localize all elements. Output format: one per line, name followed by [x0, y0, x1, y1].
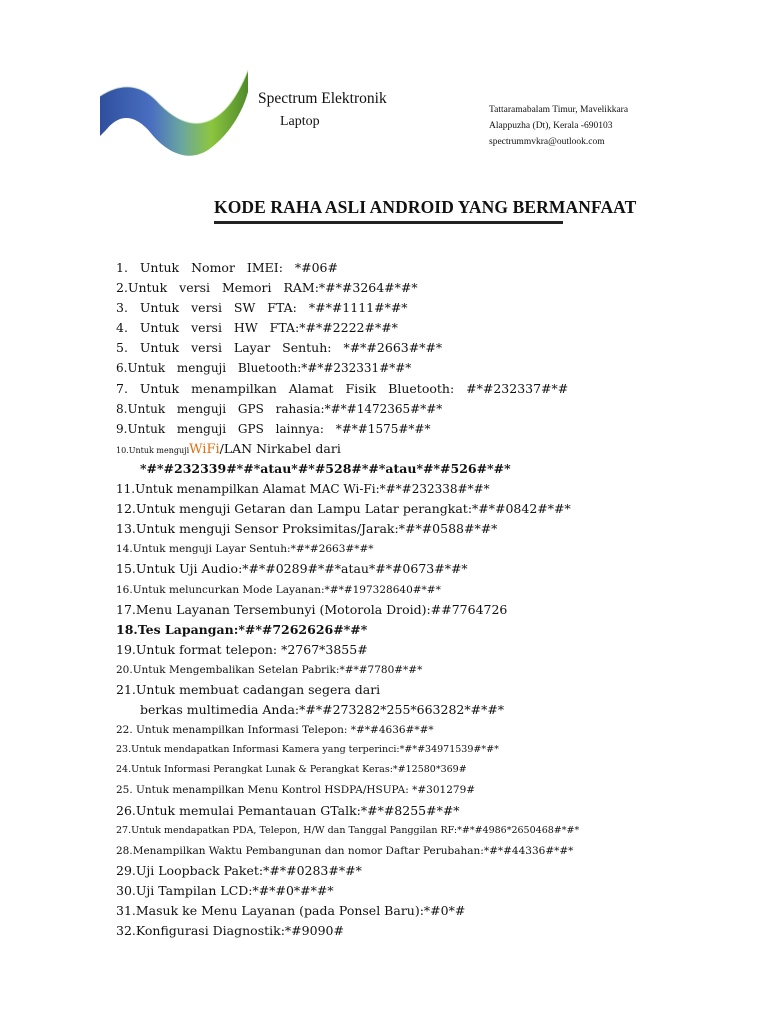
- list-item: 26.Untuk memulai Pemantauan GTalk:*#*#8255#*#*: [116, 802, 460, 818]
- list-item: 4. Untuk versi HW FTA:*#*#2222#*#*: [116, 320, 398, 336]
- address-line: Alappuzha (Dt), Kerala -690103: [489, 121, 613, 131]
- list-item: 3. Untuk versi SW FTA: *#*#1111#*#*: [116, 300, 408, 316]
- list-item: 14.Untuk menguji Layar Sentuh:*#*#2663#*#*: [116, 543, 374, 556]
- list-item: 8.Untuk menguji GPS rahasia:*#*#1472365#*#*: [116, 401, 443, 416]
- list-item: 20.Untuk Mengembalikan Setelan Pabrik:*#*#7780#*#*: [116, 663, 423, 676]
- list-item: 24.Untuk Informasi Perangkat Lunak & Perangkat Keras:*#12580*369#: [116, 764, 467, 776]
- list-item: 16.Untuk meluncurkan Mode Layanan:*#*#197328640#*#*: [116, 583, 441, 596]
- list-item: 27.Untuk mendapatkan PDA, Telepon, H/W dan Tanggal Panggilan RF:*#*#4986*2650468#*#*: [116, 824, 580, 836]
- wifi-highlight: WiFi: [189, 441, 220, 457]
- list-item: 15.Untuk Uji Audio:*#*#0289#*#*atau*#*#0673#*#*: [116, 561, 468, 577]
- list-item-continuation: *#*#232339#*#*atau*#*#528#*#*atau*#*#526#*#*: [140, 460, 511, 476]
- list-item: 21.Untuk membuat cadangan segera dari: [116, 681, 381, 697]
- spectrum-logo: [98, 66, 250, 162]
- list-item: 7. Untuk menampilkan Alamat Fisik Bluetooth: #*#232337#*#: [116, 380, 569, 396]
- list-item: 22. Untuk menampilkan Informasi Telepon: *#*#4636#*#*: [116, 724, 434, 737]
- list-item: 17.Menu Layanan Tersembunyi (Motorola Droid):##7764726: [116, 601, 508, 617]
- list-item: 5. Untuk versi Layar Sentuh: *#*#2663#*#*: [116, 340, 443, 356]
- title-underline: [214, 221, 563, 224]
- list-item: 10.Untuk mengujiWiFi/LAN Nirkabel dari: [116, 440, 341, 457]
- list-item: 6.Untuk menguji Bluetooth:*#*#232331#*#*: [116, 361, 412, 376]
- list-item: 30.Uji Tampilan LCD:*#*#0*#*#*: [116, 882, 334, 898]
- product-label: Laptop: [280, 114, 320, 129]
- email-line: spectrummvkra@outlook.com: [489, 137, 605, 147]
- list-item: 12.Untuk menguji Getaran dan Lampu Latar perangkat:*#*#0842#*#*: [116, 501, 571, 517]
- list-item: 18.Tes Lapangan:*#*#7262626#*#*: [116, 621, 368, 637]
- address-line: Tattaramabalam Timur, Mavelikkara: [489, 105, 629, 115]
- list-item: 29.Uji Loopback Paket:*#*#0283#*#*: [116, 862, 362, 878]
- list-item: 31.Masuk ke Menu Layanan (pada Ponsel Baru):*#0*#: [116, 903, 466, 918]
- list-item: 1. Untuk Nomor IMEI: *#06#: [116, 260, 338, 275]
- list-item: 13.Untuk menguji Sensor Proksimitas/Jarak:*#*#0588#*#*: [116, 521, 498, 537]
- list-item: 32.Konfigurasi Diagnostik:*#9090#: [116, 923, 344, 939]
- list-item: 28.Menampilkan Waktu Pembangunan dan nomor Daftar Perubahan:*#*#44336#*#*: [116, 844, 574, 857]
- list-item: 2.Untuk versi Memori RAM:*#*#3264#*#*: [116, 280, 418, 296]
- document-title: KODE RAHA ASLI ANDROID YANG BERMANFAAT: [214, 197, 637, 217]
- address-block: [489, 102, 628, 150]
- company-name: Spectrum Elektronik: [258, 90, 387, 107]
- list-item: 9.Untuk menguji GPS lainnya: *#*#1575#*#*: [116, 421, 431, 436]
- list-item: 23.Untuk mendapatkan Informasi Kamera yang terperinci:*#*#34971539#*#*: [116, 744, 499, 756]
- list-item: 25. Untuk menampilkan Menu Kontrol HSDPA/HSUPA: *#301279#: [116, 784, 476, 797]
- list-item: 19.Untuk format telepon: *2767*3855#: [116, 641, 368, 657]
- list-item-continuation: berkas multimedia Anda:*#*#273282*255*663282*#*#*: [140, 702, 505, 718]
- code-list: [116, 258, 736, 941]
- list-item: 11.Untuk menampilkan Alamat MAC Wi-Fi:*#*#232338#*#*: [116, 482, 490, 497]
